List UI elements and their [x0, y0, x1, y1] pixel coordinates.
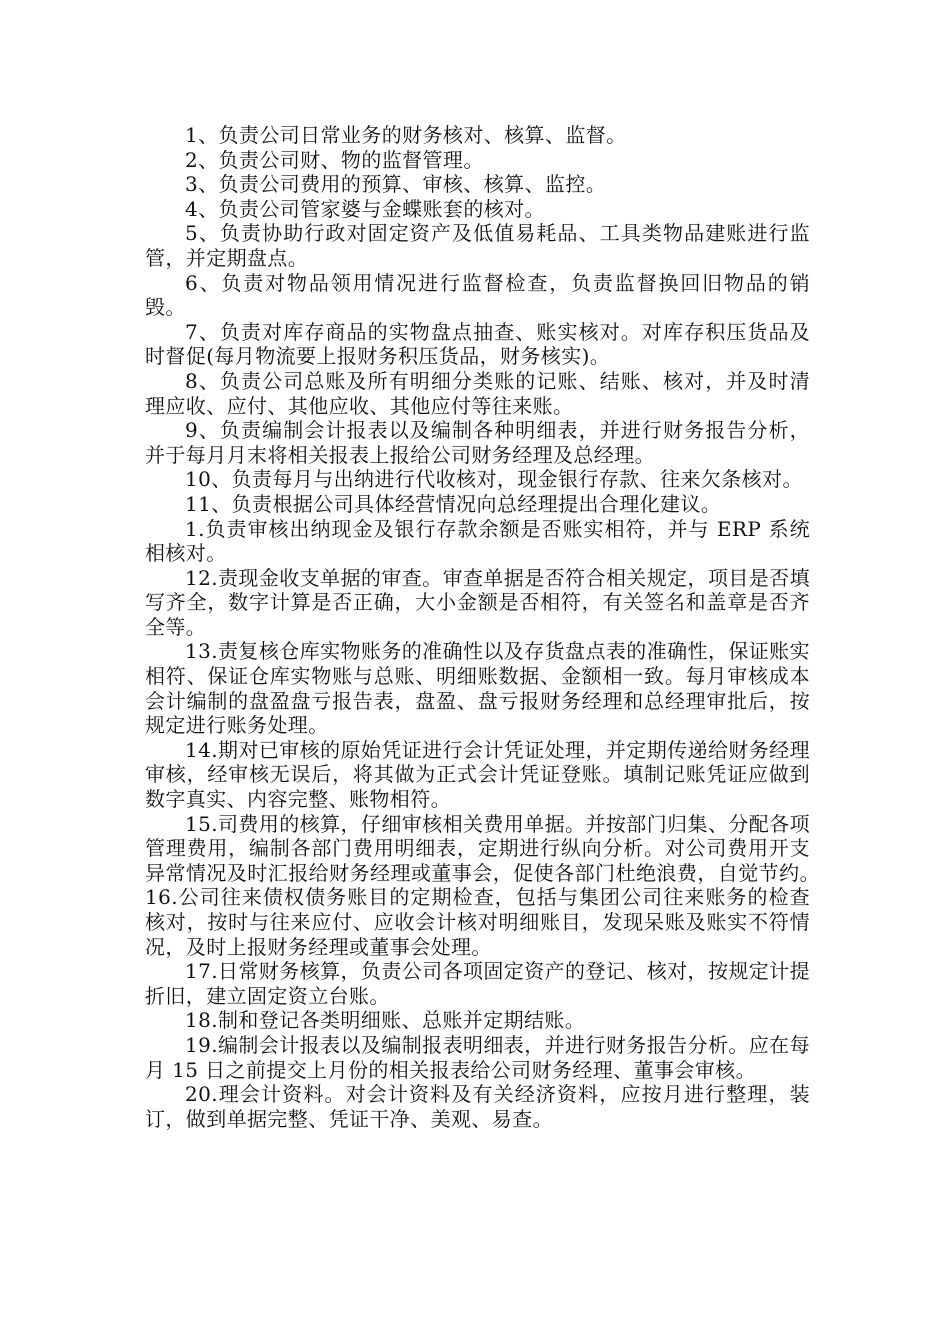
paragraph-8: 8、负责公司总账及所有明细分类账的记账、结账、核对，并及时清理应收、应付、其他应收、其他应付等往来账。 — [145, 368, 810, 418]
paragraph-4: 4、负责公司管家婆与金蝶账套的核对。 — [185, 196, 545, 221]
paragraph-9: 9、负责编制会计报表以及编制各种明细表，并进行财务报告分析，并于每月月末将相关报表上报给公司财务经理及总经理。 — [145, 418, 810, 467]
paragraph-11: 11、负责根据公司具体经营情况向总经理提出合理化建议。 — [185, 491, 722, 516]
paragraph-20: 20.理会计资料。对会计资料及有关经济资料，应按月进行整理，装订，做到单据完整、凭证干净、美观、易查。 — [145, 1082, 810, 1131]
paragraph-6: 6、负责对物品领用情况进行监督检查，负责监督换回旧物品的销毁。 — [145, 270, 810, 320]
document-body — [145, 123, 810, 1131]
paragraph-5: 5、负责协助行政对固定资产及低值易耗品、工具类物品建账进行监管，并定期盘点。 — [145, 221, 810, 270]
paragraph-10: 10、负责每月与出纳进行代收核对，现金银行存款、往来欠条核对。 — [185, 467, 803, 492]
paragraph-1: 1、负责公司日常业务的财务核对、核算、监督。 — [185, 123, 627, 147]
paragraph-1-erp: 1.负责审核出纳现金及银行存款余额是否账实相符，并与 ERP 系统相核对。 — [145, 516, 810, 566]
paragraph-2: 2、负责公司财、物的监督管理。 — [185, 147, 484, 172]
paragraph-3: 3、负责公司费用的预算、审核、核算、监控。 — [185, 172, 607, 197]
paragraph-12: 12.责现金收支单据的审查。审查单据是否符合相关规定，项目是否填写齐全，数字计算是否正确，大小金额是否相符，有关签名和盖章是否齐全等。 — [145, 565, 810, 639]
paragraph-15: 15.司费用的核算，仔细审核相关费用单据。并按部门归集、分配各项管理费用，编制各部门费用明细表，定期进行纵向分析。对公司费用开支异常情况及时汇报给财务经理或董事会，促使各部门杜绝浪费，自觉节约。 — [145, 811, 810, 885]
paragraph-13: 13.责复核仓库实物账务的准确性以及存货盘点表的准确性，保证账实相符、保证仓库实物账与总账、明细账数据、金额相一致。每月审核成本会计编制的盘盈盘亏报告表，盘盈、盘亏报财务经理和总经理审批后，按规定进行账务处理。 — [145, 639, 810, 738]
paragraph-16: 16.公司往来债权债务账目的定期检查，包括与集团公司往来账务的检查核对，按时与往来应付、应收会计核对明细账目，发现呆账及账实不符情况，及时上报财务经理或董事会处理。 — [145, 885, 810, 959]
paragraph-14: 14.期对已审核的原始凭证进行会计凭证处理，并定期传递给财务经理审核，经审核无误后，将其做为正式会计凭证登账。填制记账凭证应做到数字真实、内容完整、账物相符。 — [145, 737, 810, 812]
paragraph-17: 17.日常财务核算，负责公司各项固定资产的登记、核对，按规定计提折旧，建立固定资立台账。 — [145, 959, 810, 1008]
paragraph-18: 18.制和登记各类明细账、总账并定期结账。 — [185, 1008, 586, 1033]
paragraph-7: 7、负责对库存商品的实物盘点抽查、账实核对。对库存积压货品及时督促(每月物流要上报财务积压货品，财务核实)。 — [145, 319, 810, 369]
paragraph-15-16 — [145, 812, 810, 960]
paragraph-19: 19.编制会计报表以及编制报表明细表，并进行财务报告分析。应在每月 15 日之前提交上月份的相关报表给公司财务经理、董事会审核。 — [145, 1032, 810, 1082]
